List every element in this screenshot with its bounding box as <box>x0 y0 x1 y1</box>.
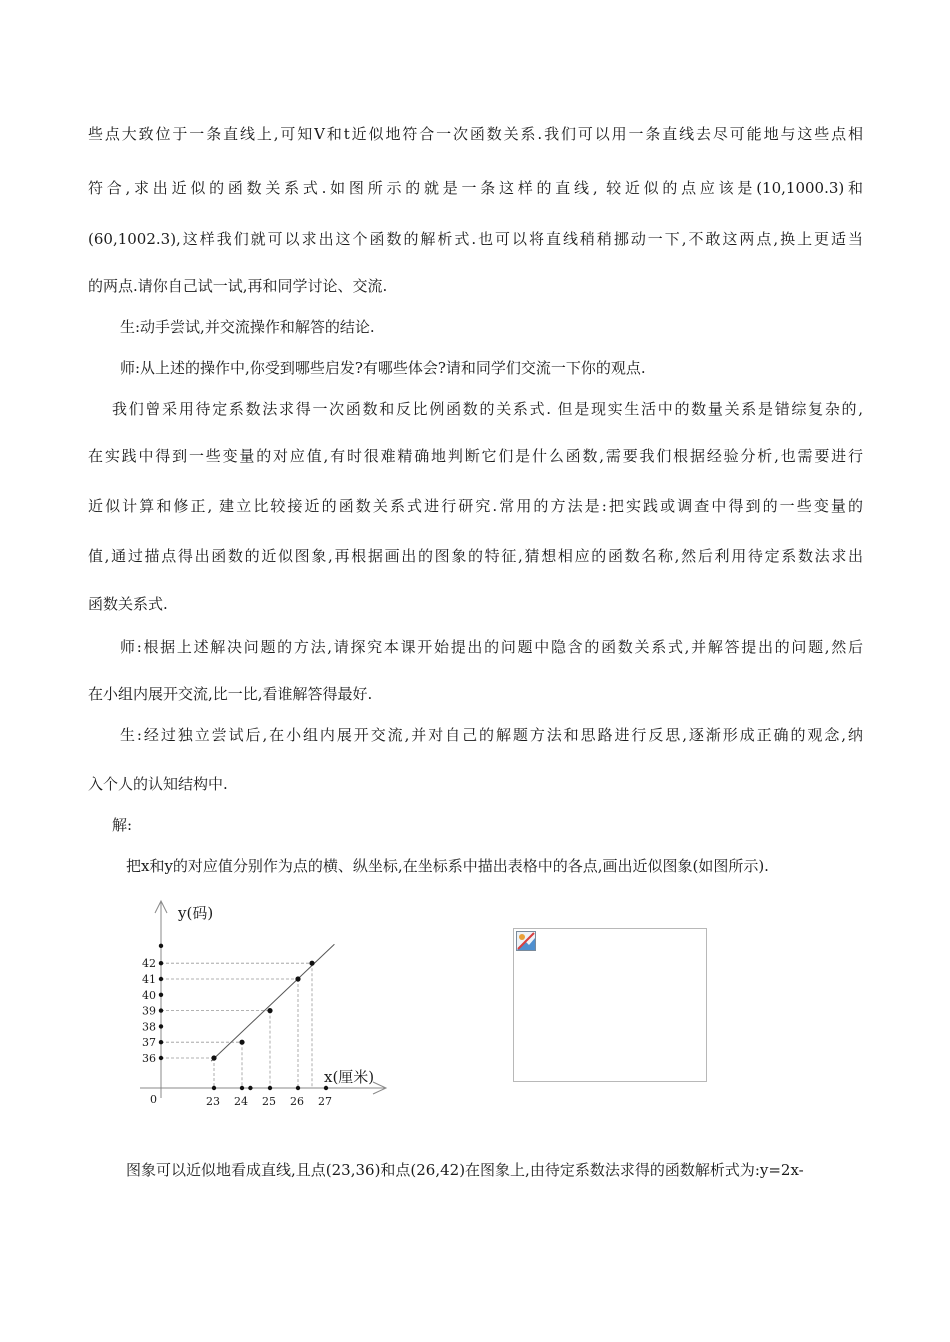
y-axis-label: y(码) <box>178 904 214 922</box>
dialogue-teacher: 师:从上述的操作中,你受到哪些启发?有哪些体会?请和同学们交流一下你的观点. <box>120 359 646 377</box>
x-tick-dot <box>268 1086 272 1090</box>
dialogue-student: 生:经过独立尝试后,在小组内展开交流,并对自己的解题方法和思路进行反思,逐渐形成正确的观念,纳 <box>120 726 863 744</box>
paragraph-line: 近似计算和修正, 建立比较接近的函数关系式进行研究.常用的方法是:把实践或调查中得到的一些变量的 <box>88 497 863 515</box>
paragraph-line: 符合,求出近似的函数关系式.如图所示的就是一条这样的直线, 较近似的点应该是(10,1000.3)和 <box>88 179 863 197</box>
x-axis-label: x(厘米) <box>324 1068 375 1086</box>
broken-image-icon <box>516 931 536 951</box>
y-tick-dot <box>159 1040 163 1044</box>
broken-image-placeholder <box>513 928 707 1082</box>
paragraph-line: 图象可以近似地看成直线,且点(23,36)和点(26,42)在图象上,由待定系数法求得的函数解析式为:y=2x- <box>126 1161 804 1179</box>
x-tick-label: 25 <box>262 1095 276 1108</box>
paragraph-line: 函数关系式. <box>88 595 168 613</box>
x-tick-dot <box>324 1086 328 1090</box>
y-tick-label: 39 <box>142 1004 156 1018</box>
y-tick-dot <box>159 1008 163 1012</box>
paragraph-line: 我们曾采用待定系数法求得一次函数和反比例函数的关系式. 但是现实生活中的数量关系是错综复杂的, <box>112 400 863 418</box>
x-tick-label: 23 <box>206 1095 220 1108</box>
y-tick-dot <box>159 1056 163 1060</box>
y-tick-label: 41 <box>142 973 156 986</box>
y-tick-label: 42 <box>142 957 156 971</box>
y-tick-label: 40 <box>142 988 156 1002</box>
scatter-chart <box>128 893 398 1118</box>
paragraph-line: 在实践中得到一些变量的对应值,有时很难精确地判断它们是什么函数,需要我们根据经验分析,也需要进行 <box>88 447 863 465</box>
y-tick-label: 37 <box>142 1036 156 1050</box>
paragraph-line: 的两点.请你自己试一试,再和同学讨论、交流. <box>88 277 388 295</box>
y-tick-dot <box>159 1024 163 1028</box>
data-point <box>211 1055 216 1060</box>
data-point <box>267 1008 272 1013</box>
solution-label: 解: <box>112 816 133 834</box>
data-point <box>295 976 300 981</box>
x-tick-label: 26 <box>290 1095 304 1108</box>
y-tick-dot <box>159 977 163 981</box>
origin-label: 0 <box>150 1093 157 1106</box>
y-tick-dot <box>159 961 163 965</box>
dialogue-student: 生:动手尝试,并交流操作和解答的结论. <box>120 318 375 336</box>
y-tick-label: 36 <box>142 1052 156 1065</box>
paragraph-line: 入个人的认知结构中. <box>88 775 228 793</box>
y-tick-dot <box>159 993 163 997</box>
data-point <box>309 961 314 966</box>
paragraph-line: 些点大致位于一条直线上,可知V和t近似地符合一次函数关系.我们可以用一条直线去尽可能地与这些点相 <box>88 125 863 143</box>
x-tick-dot <box>240 1086 244 1090</box>
fit-line <box>211 944 334 1061</box>
x-tick-label: 24 <box>234 1095 248 1108</box>
x-axis-dot <box>248 1086 252 1090</box>
data-point <box>239 1040 244 1045</box>
paragraph-line: 在小组内展开交流,比一比,看谁解答得最好. <box>88 685 373 703</box>
y-tick-label: 38 <box>142 1020 156 1034</box>
paragraph-line: 值,通过描点得出函数的近似图象,再根据画出的图象的特征,猜想相应的函数名称,然后利用待定系数法求出 <box>88 547 863 565</box>
paragraph-line: 把x和y的对应值分别作为点的横、纵坐标,在坐标系中描出表格中的各点,画出近似图象(如图所示). <box>126 857 769 875</box>
x-tick-dot <box>212 1086 216 1090</box>
y-axis-dot <box>159 944 163 948</box>
dialogue-teacher: 师:根据上述解决问题的方法,请探究本课开始提出的问题中隐含的函数关系式,并解答提出的问题,然后 <box>120 638 863 656</box>
x-tick-dot <box>296 1086 300 1090</box>
paragraph-line: (60,1002.3),这样我们就可以求出这个函数的解析式.也可以将直线稍稍挪动一下,不敢这两点,换上更适当 <box>88 230 863 248</box>
x-tick-label: 27 <box>318 1095 332 1108</box>
